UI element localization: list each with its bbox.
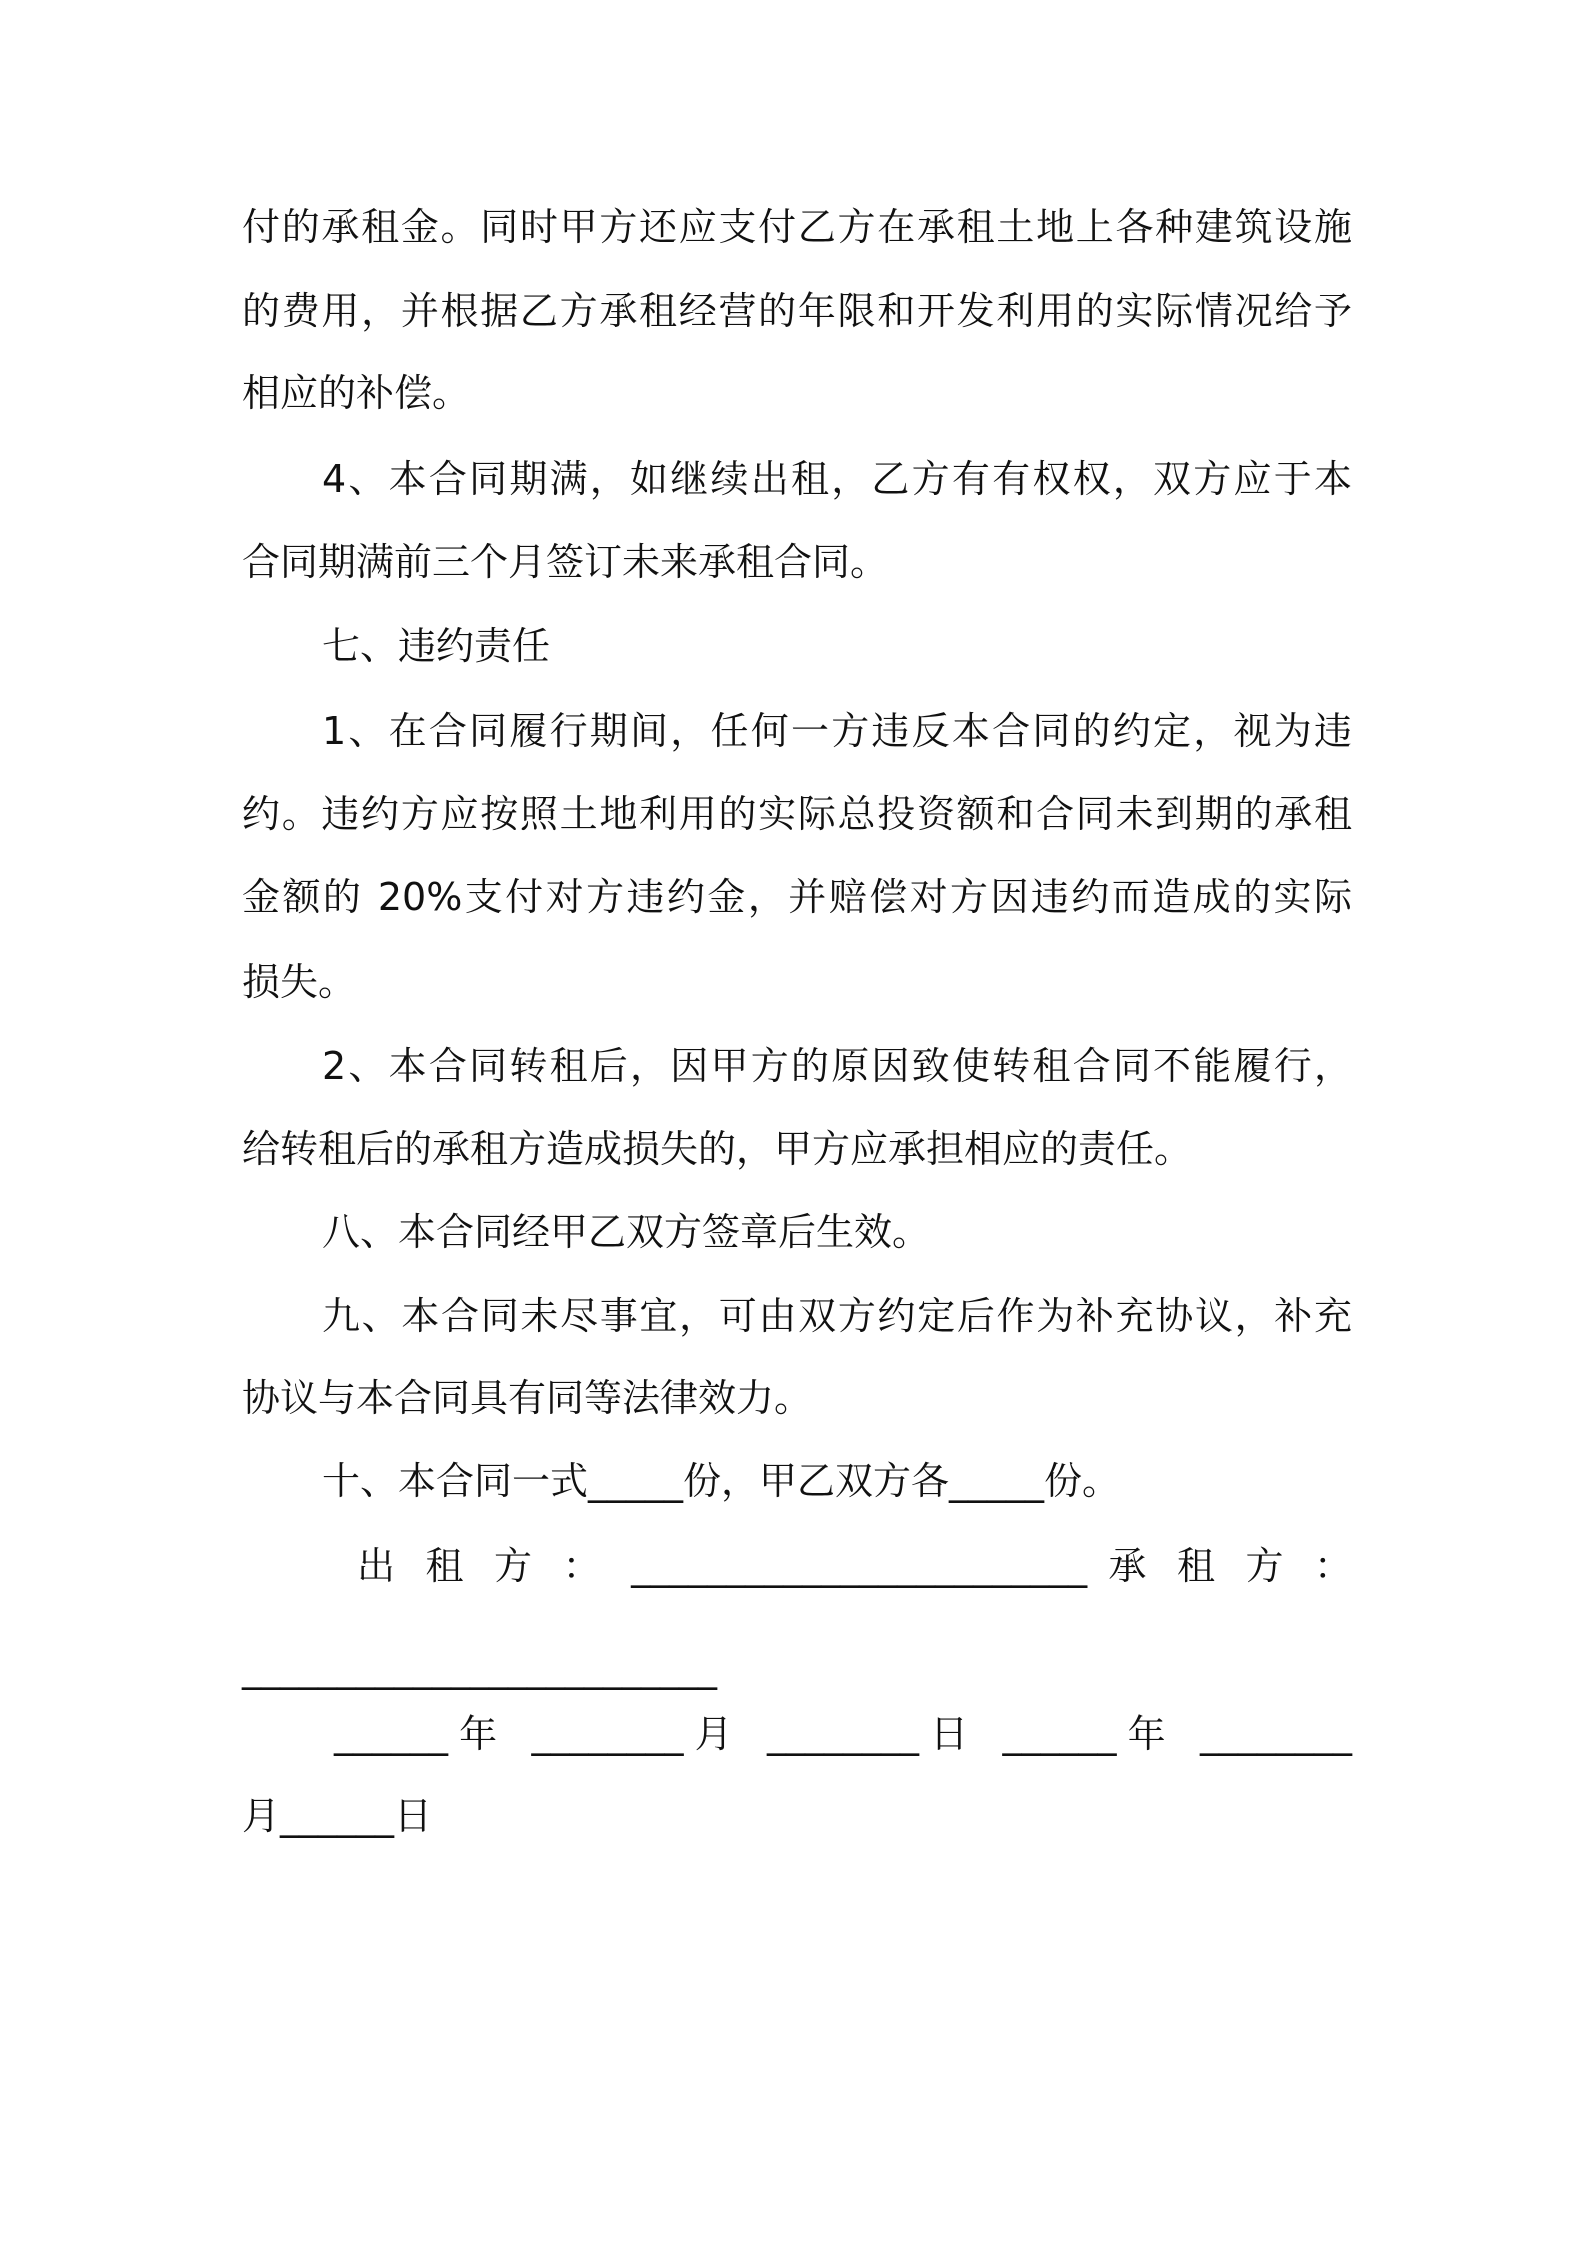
paragraph-line: 损失。 xyxy=(242,960,357,1004)
paragraph-line: 金额的 20%支付对方违约金，并赔偿对方因违约而造成的实际 xyxy=(242,875,1352,919)
paragraph-line: 协议与本合同具有同等法律效力。 xyxy=(242,1376,813,1420)
paragraph-line: 1、在合同履行期间，任何一方违反本合同的约定，视为违 xyxy=(322,709,1352,753)
signature-line-continuation: _________________________ xyxy=(242,1646,717,1690)
paragraph-line: 2、本合同转租后，因甲方的原因致使转租合同不能履行， xyxy=(322,1044,1352,1088)
paragraph-line: 九、本合同未尽事宜，可由双方约定后作为补充协议，补充 xyxy=(322,1294,1352,1338)
paragraph-line: 八、本合同经甲乙双方签章后生效。 xyxy=(322,1210,931,1254)
paragraph-line: 十、本合同一式_____份，甲乙双方各_____份。 xyxy=(322,1459,1121,1503)
paragraph-line: 给转租后的承租方造成损失的，甲方应承担相应的责任。 xyxy=(242,1127,1193,1171)
signature-line: 出 租 方 ： ________________________ 承 租 方 ： xyxy=(357,1544,1352,1588)
paragraph-line: 合同期满前三个月签订未来承租合同。 xyxy=(242,540,889,584)
paragraph-line: 相应的补偿。 xyxy=(242,371,471,415)
paragraph-line: 约。违约方应按照土地利用的实际总投资额和合同未到期的承租 xyxy=(242,792,1352,836)
date-line-continuation: 月______日 xyxy=(242,1794,433,1838)
paragraph-line: 付的承租金。同时甲方还应支付乙方在承租土地上各种建筑设施 xyxy=(242,205,1352,249)
section-heading: 七、违约责任 xyxy=(322,624,551,668)
paragraph-line: 的费用，并根据乙方承租经营的年限和开发利用的实际情况给予 xyxy=(242,289,1352,333)
paragraph-line: 4、本合同期满，如继续出租，乙方有有权权，双方应于本 xyxy=(322,457,1352,501)
date-line: ______年 ________月 ________日 ______年 ________ xyxy=(334,1712,1352,1756)
